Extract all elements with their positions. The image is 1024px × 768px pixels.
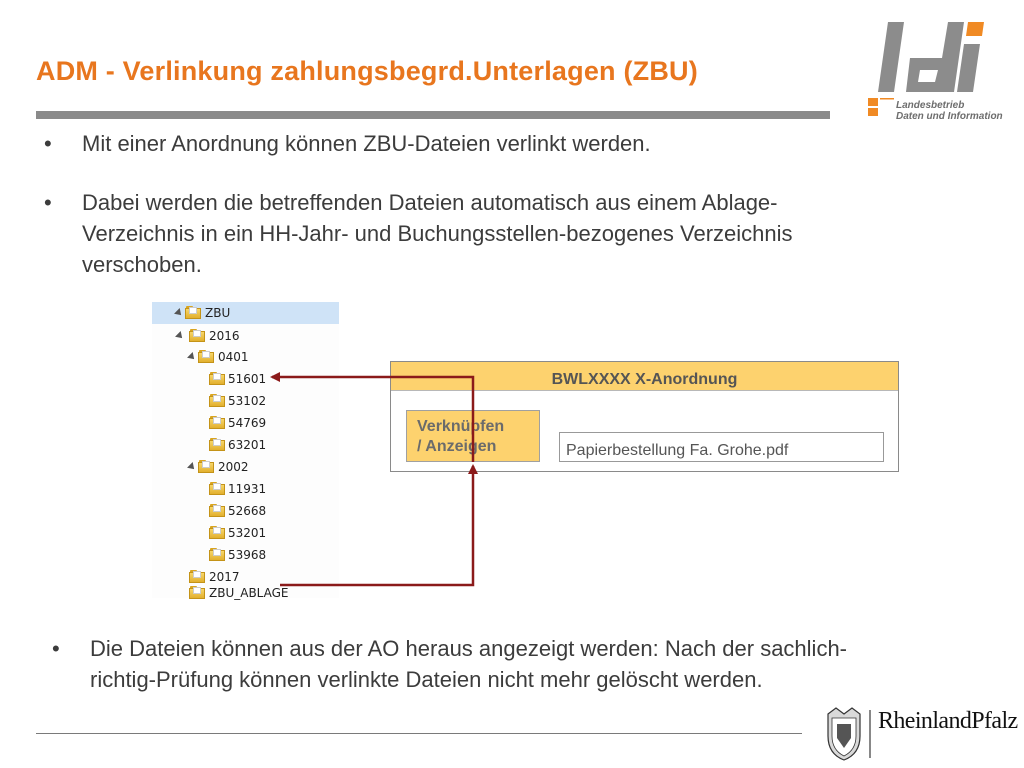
bullet-text-line: Dabei werden die betreffenden Dateien automatisch aus einem Ablage- [82, 190, 778, 215]
folder-icon [209, 504, 225, 517]
rlp-wordmark: RheinlandPfalz [878, 708, 1018, 734]
expand-triangle-icon[interactable] [174, 308, 184, 318]
folder-icon [198, 460, 214, 473]
tree-node-label: ZBU [205, 306, 231, 320]
folder-icon [189, 570, 205, 583]
folder-icon [189, 586, 205, 599]
bullet-2 [44, 188, 944, 280]
folder-tree[interactable] [152, 302, 339, 598]
folder-icon [189, 329, 205, 342]
bullet-1 [44, 129, 864, 159]
bullet-dot: • [52, 636, 60, 661]
tree-node-label: 2017 [209, 570, 240, 584]
folder-icon [209, 394, 225, 407]
footer-divider [36, 733, 802, 734]
folder-icon [209, 482, 225, 495]
tree-node-label: 0401 [218, 350, 249, 364]
expand-triangle-icon[interactable] [175, 331, 185, 341]
tree-node-label: 2016 [209, 329, 240, 343]
tree-node-label: 51601 [228, 372, 267, 386]
linked-file-field[interactable]: Papierbestellung Fa. Grohe.pdf [559, 432, 884, 462]
logo-caption-line2: Daten und Information [896, 111, 1003, 122]
folder-icon [209, 416, 225, 429]
bullet-dot: • [44, 190, 52, 215]
slide-title: ADM - Verlinkung zahlungsbegrd.Unterlagen (ZBU) [36, 56, 698, 86]
tree-node-label: 63201 [228, 438, 267, 452]
expand-triangle-icon[interactable] [187, 352, 197, 362]
tree-node-label: 53102 [228, 394, 267, 408]
button-label-line1: Verknüpfen [417, 418, 505, 435]
bullet-text-line: Die Dateien können aus der AO heraus angezeigt werden: Nach der sachlich- [90, 636, 848, 661]
folder-icon [209, 548, 225, 561]
tree-node-label: 2002 [218, 460, 249, 474]
tree-node-zbu[interactable] [152, 302, 339, 324]
panel-header: BWLXXXX X-Anordnung [391, 362, 898, 391]
folder-icon [185, 306, 201, 319]
bullet-text-line: verschoben. [82, 252, 202, 277]
tree-node-label: 54769 [228, 416, 267, 430]
bullet-text-line: Verzeichnis in ein HH-Jahr- und Buchungsstellen-bezogenes Verzeichnis [82, 221, 793, 246]
bullet-text-line: richtig-Prüfung können verlinkte Dateien nicht mehr gelöscht werden. [90, 667, 763, 692]
tree-node-label: 53201 [228, 526, 267, 540]
tree-node-label: 52668 [228, 504, 267, 518]
folder-icon [209, 526, 225, 539]
logo-caption [896, 100, 1003, 122]
tree-node-label: 11931 [228, 482, 267, 496]
folder-icon [209, 438, 225, 451]
expand-triangle-icon[interactable] [187, 462, 197, 472]
bullet-text: Mit einer Anordnung können ZBU-Dateien verlinkt werden. [82, 131, 651, 156]
button-label-line2: / Anzeigen [417, 438, 497, 455]
title-divider [36, 111, 830, 119]
folder-icon [198, 350, 214, 363]
bullet-3 [52, 634, 992, 696]
bullet-dot: • [44, 131, 52, 156]
logo-caption-line1: Landesbetrieb [896, 100, 965, 111]
folder-icon [209, 372, 225, 385]
tree-node-label: 53968 [228, 548, 267, 562]
tree-node-label: ZBU_ABLAGE [209, 586, 289, 600]
link-show-button[interactable] [406, 410, 540, 462]
